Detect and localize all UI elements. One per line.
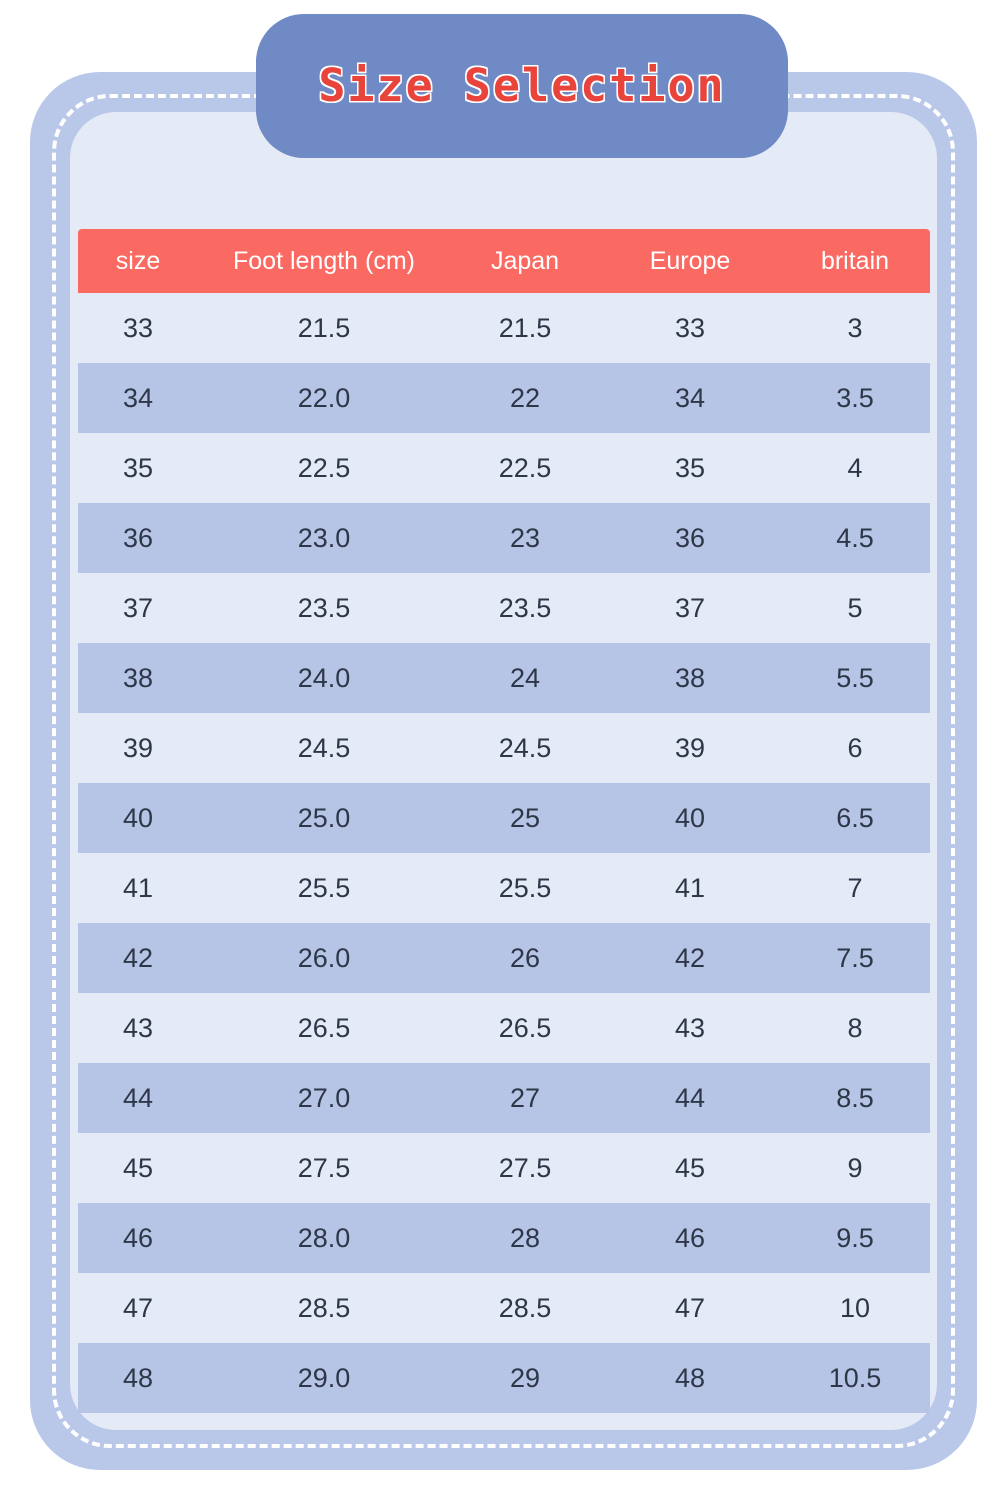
table-cell: 46 [600,1203,780,1273]
table-cell: 3 [847,312,863,343]
table-cell: 28 [450,1203,600,1273]
table-cell: 38 [78,643,198,713]
page-title: Size Selection [318,58,726,112]
table-cell: 26.5 [498,1012,552,1043]
table-row [78,433,930,503]
table-cell: 39 [674,732,706,763]
table-cell: 6 [847,732,863,763]
table-cell: 44 [78,1063,198,1133]
table-cell: 25.5 [297,872,351,903]
table-cell: 10.5 [780,1343,930,1413]
table-cell: 24.5 [297,732,351,763]
size-table-container [78,229,930,1413]
column-header-japan: Japan [450,229,600,293]
table-cell: 21.5 [297,312,351,343]
column-header-britain: britain [780,229,930,293]
table-cell: 7.5 [780,923,930,993]
table-row [78,1063,930,1133]
table-cell: 27.5 [498,1152,552,1183]
table-cell: 23.0 [198,503,450,573]
table-cell: 33 [674,312,706,343]
table-cell: 37 [674,592,706,623]
table-cell: 46 [78,1203,198,1273]
table-cell: 43 [122,1012,154,1043]
table-cell: 24.5 [498,732,552,763]
table-cell: 36 [78,503,198,573]
table-cell: 25 [450,783,600,853]
table-cell: 45 [674,1152,706,1183]
table-cell: 26.5 [297,1012,351,1043]
table-cell: 5.5 [780,643,930,713]
table-cell: 9.5 [780,1203,930,1273]
table-cell: 34 [600,363,780,433]
table-cell: 35 [674,452,706,483]
table-cell: 23.5 [498,592,552,623]
table-cell: 26.0 [198,923,450,993]
table-cell: 40 [600,783,780,853]
table-cell: 43 [674,1012,706,1043]
table-header-row [78,229,930,293]
table-cell: 48 [600,1343,780,1413]
table-cell: 27.0 [198,1063,450,1133]
table-body [78,293,930,1413]
table-cell: 33 [122,312,154,343]
table-cell: 23.5 [297,592,351,623]
table-row [78,503,930,573]
table-row [78,783,930,853]
table-cell: 41 [122,872,154,903]
table-cell: 28.0 [198,1203,450,1273]
table-row [78,713,930,783]
table-row [78,1343,930,1413]
table-cell: 27 [450,1063,600,1133]
table-cell: 44 [600,1063,780,1133]
table-cell: 39 [122,732,154,763]
table-cell: 29 [450,1343,600,1413]
table-header [78,229,930,293]
table-cell: 38 [600,643,780,713]
table-cell: 47 [122,1292,154,1323]
table-cell: 24 [450,643,600,713]
table-cell: 25.0 [198,783,450,853]
column-header-europe: Europe [600,229,780,293]
title-banner [256,14,788,156]
table-cell: 35 [122,452,154,483]
table-cell: 45 [122,1152,154,1183]
table-cell: 22 [450,363,600,433]
table-cell: 28.5 [498,1292,552,1323]
table-cell: 47 [674,1292,706,1323]
table-cell: 8.5 [780,1063,930,1133]
column-header-size: size [78,229,198,293]
column-header-foot-length: Foot length (cm) [198,229,450,293]
table-cell: 48 [78,1343,198,1413]
table-cell: 27.5 [297,1152,351,1183]
table-cell: 28.5 [297,1292,351,1323]
table-row [78,923,930,993]
table-cell: 21.5 [498,312,552,343]
table-cell: 23 [450,503,600,573]
table-cell: 4 [847,452,863,483]
table-row [78,573,930,643]
table-cell: 22.5 [498,452,552,483]
table-row [78,363,930,433]
table-row [78,1203,930,1273]
table-cell: 10 [839,1292,871,1323]
table-cell: 37 [122,592,154,623]
table-cell: 5 [847,592,863,623]
table-cell: 34 [78,363,198,433]
table-cell: 25.5 [498,872,552,903]
table-row [78,1273,930,1343]
table-row [78,293,930,363]
table-row [78,643,930,713]
table-cell: 36 [600,503,780,573]
table-cell: 9 [847,1152,863,1183]
table-cell: 3.5 [780,363,930,433]
table-cell: 41 [674,872,706,903]
table-cell: 42 [600,923,780,993]
table-cell: 29.0 [198,1343,450,1413]
table-cell: 8 [847,1012,863,1043]
table-row [78,853,930,923]
table-cell: 6.5 [780,783,930,853]
table-cell: 4.5 [780,503,930,573]
table-cell: 42 [78,923,198,993]
table-cell: 24.0 [198,643,450,713]
table-cell: 40 [78,783,198,853]
table-cell: 22.5 [297,452,351,483]
table-cell: 22.0 [198,363,450,433]
table-cell: 26 [450,923,600,993]
table-cell: 7 [847,872,863,903]
size-table [78,229,930,1413]
table-row [78,993,930,1063]
table-row [78,1133,930,1203]
